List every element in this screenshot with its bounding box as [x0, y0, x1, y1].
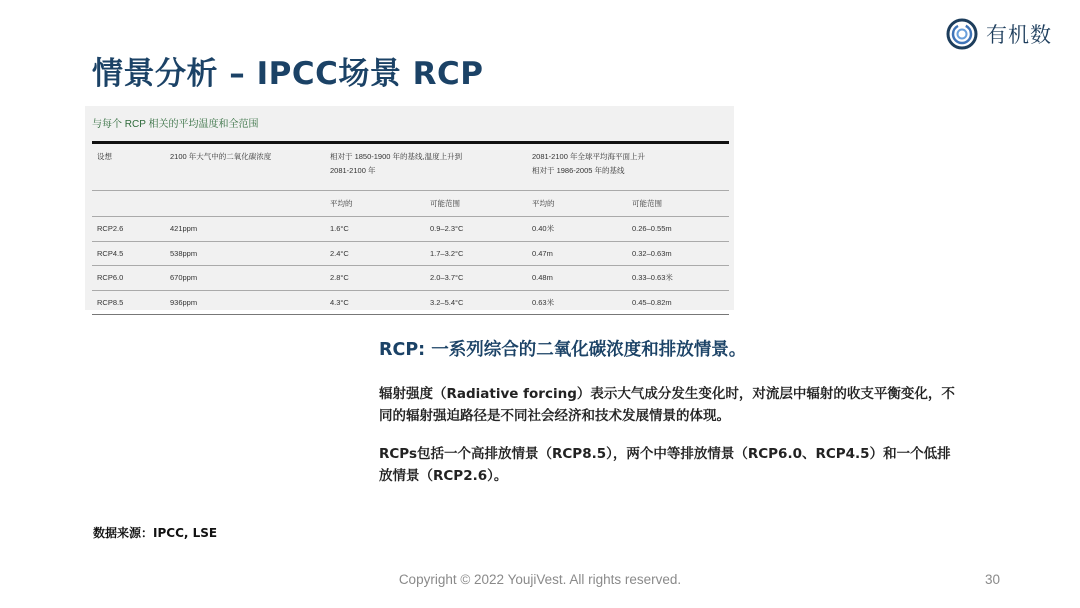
table-cell: 0.33–0.63米	[627, 266, 729, 291]
description-paragraph-rcp-scenarios: RCPs包括一个高排放情景（RCP8.5），两个中等排放情景（RCP6.0、RCP4.5）和一个低排放情景（RCP2.6）。	[379, 446, 951, 484]
table-cell: 0.26–0.55m	[627, 217, 729, 242]
description-title: RCP: 一系列综合的二氧化碳浓度和排放情景。	[379, 340, 747, 360]
table-cell: 2.4°C	[325, 241, 425, 266]
table-cell: 1.7–3.2°C	[425, 241, 527, 266]
table-row	[92, 266, 729, 291]
table-cell: 2.0–3.7°C	[425, 266, 527, 291]
table-cell: 0.32–0.63m	[627, 241, 729, 266]
header-cell: 设想	[92, 144, 165, 191]
table-subheader-row	[92, 191, 729, 217]
brand-logo	[946, 18, 1052, 50]
table-cell: 2.8°C	[325, 266, 425, 291]
subheader-cell: 平均的	[325, 191, 425, 217]
footer-copyright: Copyright © 2022 YoujiVest. All rights reserved.	[398, 572, 682, 587]
table-cell: RCP2.6	[92, 217, 165, 242]
table-caption: 与每个 RCP 相关的平均温度和全范围	[92, 119, 259, 130]
table-cell: 4.3°C	[325, 290, 425, 315]
subheader-cell: 可能范围	[425, 191, 527, 217]
rcp-description	[379, 336, 979, 503]
table-cell: 936ppm	[165, 290, 325, 315]
table-cell: 1.6°C	[325, 217, 425, 242]
table-cell: RCP8.5	[92, 290, 165, 315]
table-cell: 0.9–2.3°C	[425, 217, 527, 242]
concentric-ring-logo-icon	[946, 18, 978, 50]
table-cell: RCP4.5	[92, 241, 165, 266]
table-cell: 0.63米	[527, 290, 627, 315]
table-cell: 0.45–0.82m	[627, 290, 729, 315]
subheader-cell	[165, 191, 325, 217]
subheader-cell: 可能范围	[627, 191, 729, 217]
header-cell: 2100 年大气中的二氧化碳浓度	[165, 144, 325, 191]
page-number: 30	[984, 572, 1000, 587]
header-cell: 2081-2100 年全球平均海平面上升 相对于 1986-2005 年的基线	[527, 144, 729, 191]
subheader-cell: 平均的	[527, 191, 627, 217]
table-cell: 538ppm	[165, 241, 325, 266]
header-cell: 相对于 1850-1900 年的基线,温度上升到 2081-2100 年	[325, 144, 527, 191]
table-row	[92, 241, 729, 266]
table-cell: 670ppm	[165, 266, 325, 291]
table-header-row	[92, 144, 729, 191]
table-cell: 0.47m	[527, 241, 627, 266]
rcp-table-image	[85, 106, 734, 310]
table-cell: RCP6.0	[92, 266, 165, 291]
table-cell: 421ppm	[165, 217, 325, 242]
table-cell: 0.40米	[527, 217, 627, 242]
description-paragraph-radiative-forcing: 辐射强度（Radiative forcing）表示大气成分发生变化时，对流层中辐射的收支平衡变化，不同的辐射强迫路径是不同社会经济和技术发展情景的体现。	[379, 386, 955, 424]
table-row	[92, 290, 729, 315]
table-cell: 3.2–5.4°C	[425, 290, 527, 315]
rcp-table	[92, 144, 729, 315]
table-row	[92, 217, 729, 242]
subheader-cell	[92, 191, 165, 217]
page-title: 情景分析 – IPCC场景 RCP	[92, 56, 484, 92]
brand-name: 有机数	[986, 23, 1052, 47]
data-source: 数据来源：IPCC, LSE	[93, 526, 218, 540]
table-cell: 0.48m	[527, 266, 627, 291]
